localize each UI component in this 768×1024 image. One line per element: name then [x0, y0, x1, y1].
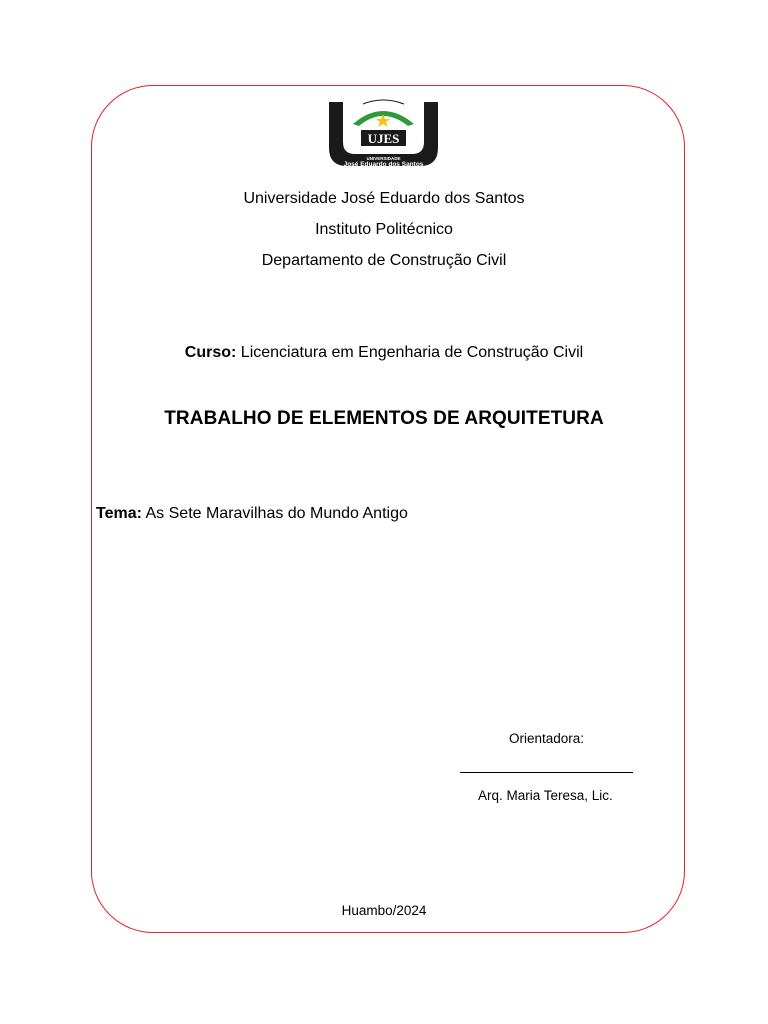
advisor-name: Arq. Maria Teresa, Lic. [478, 788, 613, 803]
theme-label: Tema: [96, 505, 142, 522]
university-logo [323, 92, 444, 174]
signature-line [460, 772, 633, 773]
course-label: Curso: [184, 344, 237, 361]
theme-line [96, 505, 408, 523]
logo-main-text: UJES [367, 131, 400, 146]
advisor-label: Orientadora: [509, 731, 585, 746]
document-title: TRABALHO DE ELEMENTOS DE ARQUITETURA [164, 408, 604, 429]
logo-sub-text-2: José Eduardo dos Santos [343, 161, 424, 168]
course-value: Licenciatura em Engenharia de Construção Civil [236, 344, 584, 361]
institute-name: Instituto Politécnico [315, 221, 453, 238]
course-line [0, 344, 768, 362]
department-name: Departamento de Construção Civil [261, 252, 507, 269]
university-name: Universidade José Eduardo dos Santos [243, 190, 525, 207]
theme-value: As Sete Maravilhas do Mundo Antigo [141, 505, 408, 522]
logo-sub-text-1: UNIVERSIDADE [366, 156, 401, 161]
place-date: Huambo/2024 [341, 903, 427, 918]
